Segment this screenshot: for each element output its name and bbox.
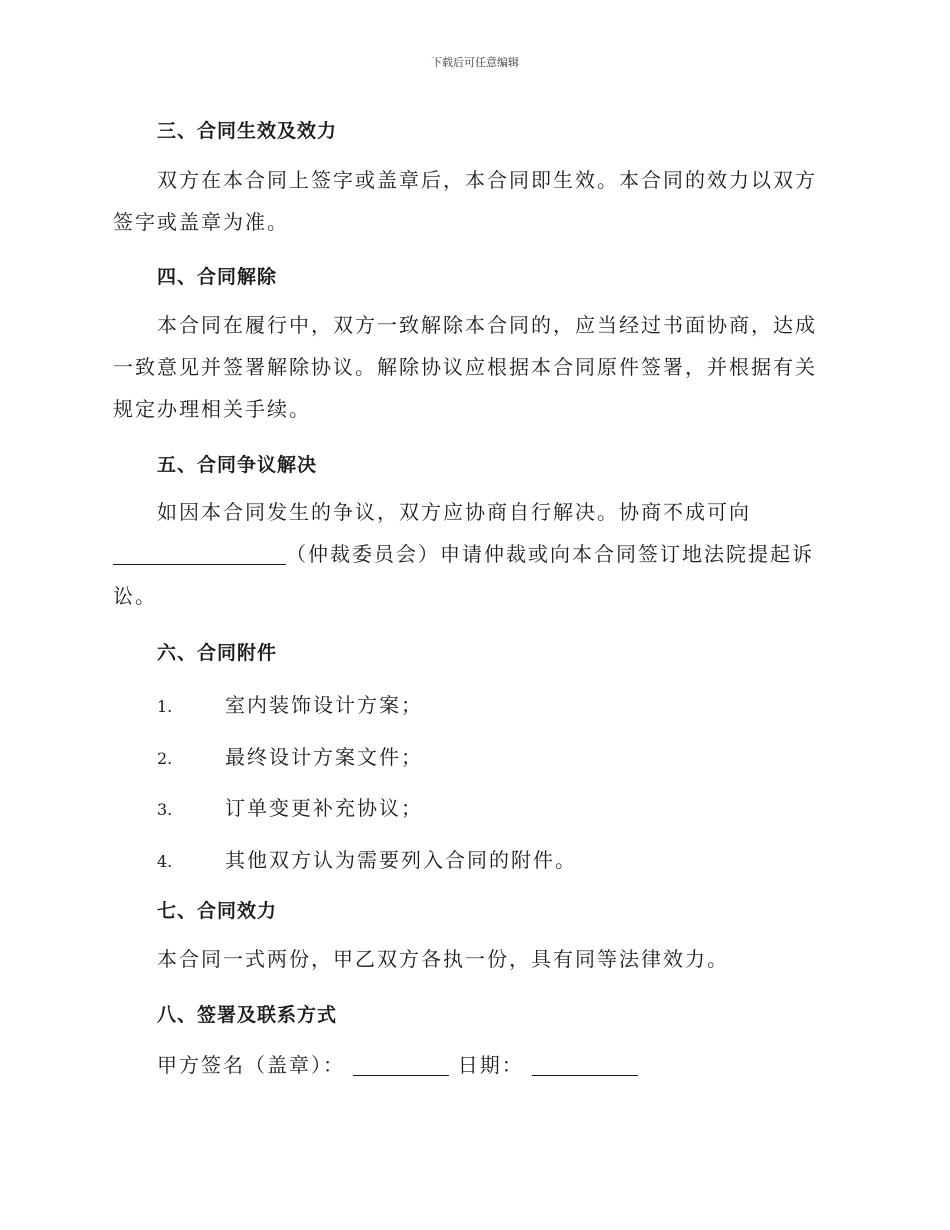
date-blank[interactable] [532, 1053, 638, 1076]
party-a-sign-blank[interactable] [353, 1053, 449, 1076]
attachment-text: 室内装饰设计方案； [225, 693, 423, 717]
attachment-number: 3. [157, 800, 173, 819]
attachment-number: 2. [157, 749, 173, 768]
section-8-title: 八、签署及联系方式 [157, 1004, 338, 1026]
page-header: 下载后可任意编辑 [431, 56, 519, 69]
section-7-body: 本合同一式两份，甲乙双方各执一份，具有同等法律效力。 [157, 947, 729, 971]
section-3-body: 双方在本合同上签字或盖章后，本合同即生效。本合同的效力以双方签字或盖章为准。 [113, 168, 817, 234]
section-5-body-line2: （仲裁委员会）申请仲裁或向本合同签订地法院提起诉讼。 [113, 542, 814, 608]
section-3-title: 三、合同生效及效力 [157, 120, 338, 142]
attachment-item [157, 792, 423, 821]
attachment-text: 订单变更补充协议； [225, 796, 423, 820]
attachment-item [157, 741, 423, 770]
section-5-title: 五、合同争议解决 [157, 454, 318, 476]
arbitration-blank[interactable] [113, 542, 286, 565]
attachment-number: 1. [157, 697, 173, 716]
section-7-title: 七、合同效力 [157, 900, 278, 922]
attachment-item [157, 689, 423, 718]
date-label: 日期： [457, 1053, 524, 1077]
section-4-title: 四、合同解除 [157, 266, 278, 288]
attachment-number: 4. [157, 852, 173, 871]
section-5-body-line1: 如因本合同发生的争议，双方应协商自行解决。协商不成可向 [157, 500, 751, 524]
section-4-body: 本合同在履行中，双方一致解除本合同的，应当经过书面协商，达成一致意见并签署解除协议。解除协议应根据本合同原件签署，并根据有关规定办理相关手续。 [113, 313, 817, 421]
attachment-item [157, 844, 577, 873]
attachment-text: 其他双方认为需要列入合同的附件。 [225, 848, 577, 872]
attachment-text: 最终设计方案文件； [225, 745, 423, 769]
section-6-title: 六、合同附件 [157, 642, 278, 664]
signature-line [157, 1049, 638, 1078]
section-5-body [113, 491, 838, 617]
party-a-sign-label: 甲方签名（盖章）： [157, 1053, 345, 1077]
